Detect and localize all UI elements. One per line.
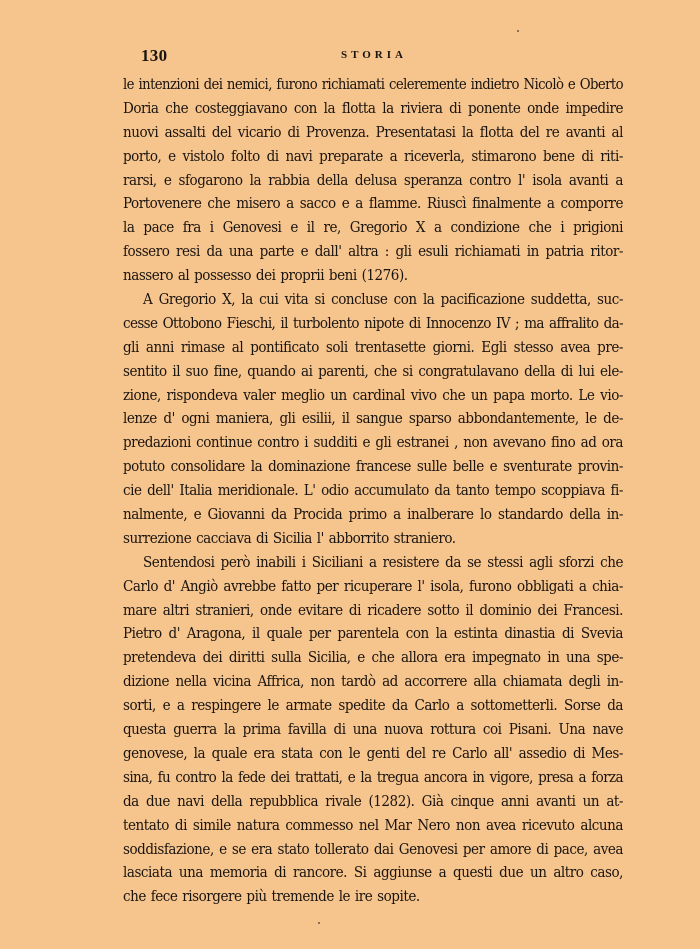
- text-line: dizione nella vicina Affrica, non tardò ad accorrere alla chiamata degli in-: [123, 672, 623, 691]
- text-line: da due navi della repubblica rivale (1282). Già cinque anni avanti un at-: [123, 791, 623, 810]
- text-line: genovese, la quale era stata con le genti del re Carlo all' assedio di Mes-: [123, 743, 623, 762]
- text-line: potuto consolidare la dominazione francese sulle belle e sventurate provin-: [123, 457, 623, 476]
- text-line: cie dell' Italia meridionale. L' odio accumulato da tanto tempo scoppiava fi-: [123, 481, 623, 500]
- text-line: rarsi, e sfogarono la rabbia della delusa speranza contro l' isola avanti a: [123, 170, 623, 189]
- text-line: nalmente, e Giovanni da Procida primo a inalberare lo standardo della in-: [123, 505, 623, 524]
- text-line: mare altri stranieri, onde evitare di ricadere sotto il dominio dei Francesi.: [123, 600, 623, 619]
- text-line: pretendeva dei diritti sulla Sicilia, e che allora era impegnato in una spe-: [123, 648, 623, 667]
- text-line: fossero resi da una parte e dall' altra : gli esuli richiamati in patria ritor-: [123, 242, 623, 261]
- text-line: lenze d' ogni maniera, gli esilii, il sangue sparso abbondantemente, le de-: [123, 409, 623, 428]
- text-line: soddisfazione, e se era stato tollerato dai Genovesi per amore di pace, avea: [123, 839, 623, 858]
- body-text: [123, 73, 623, 909]
- text-line: Carlo d' Angiò avrebbe fatto per ricuperare l' isola, furono obbligati a chia-: [123, 576, 623, 595]
- text-line: cesse Ottobono Fieschi, il turbolento nipote di Innocenzo IV ; ma affralito da-: [123, 313, 623, 332]
- paper-speck: [318, 922, 320, 924]
- text-line: che fece risorgere più tremende le ire sopite.: [123, 887, 420, 906]
- text-line: le intenzioni dei nemici, furono richiamati celeremente indietro Nicolò e Oberto: [123, 75, 624, 93]
- text-line: questa guerra la prima favilla di una nuova rottura coi Pisani. Una nave: [123, 720, 623, 739]
- text-line: zione, rispondeva valer meglio un cardinal vivo che un papa morto. Le vio-: [123, 385, 623, 404]
- text-line: porto, e vistolo folto di navi preparate a riceverla, stimarono bene di riti-: [123, 146, 623, 165]
- text-line: nassero al possesso dei proprii beni (1276).: [123, 266, 408, 285]
- text-line: sorti, e a respingere le armate spedite da Carlo a sottometterli. Sorse da: [123, 696, 623, 715]
- text-line: A Gregorio X, la cui vita si concluse con la pacificazione suddetta, suc-: [143, 290, 623, 309]
- text-line: lasciata una memoria di rancore. Si aggiunse a questi due un altro caso,: [123, 863, 623, 882]
- text-line: Sentendosi però inabili i Siciliani a resistere da se stessi agli sforzi che: [143, 552, 623, 571]
- text-line: la pace fra i Genovesi e il re, Gregorio X a condizione che i prigioni: [123, 218, 623, 237]
- page-header: [141, 46, 621, 70]
- text-line: tentato di simile natura commesso nel Mar Nero non avea ricevuto alcuna: [123, 815, 623, 834]
- paper-speck: [517, 30, 519, 32]
- text-line: surrezione cacciava di Sicilia l' abborrito straniero.: [123, 528, 456, 547]
- text-line: Portovenere che misero a sacco e a flamme. Riuscì finalmente a comporre: [123, 194, 623, 213]
- text-line: sina, fu contro la fede dei trattati, e la tregua ancora in vigore, presa a forza: [123, 767, 623, 786]
- text-line: Pietro d' Aragona, il quale per parentela con la estinta dinastia di Svevia: [123, 624, 623, 643]
- text-line: sentito il suo fine, quando ai parenti, che si congratulavano della di lui ele-: [123, 361, 623, 380]
- text-line: Doria che costeggiavano con la flotta la riviera di ponente onde impedire: [123, 98, 623, 117]
- running-head: STORIA: [341, 49, 407, 61]
- page-number: 130: [141, 46, 168, 65]
- text-line: gli anni rimase al pontificato soli trentasette giorni. Egli stesso avea pre-: [123, 337, 623, 356]
- text-line: predazioni continue contro i sudditi e gli estranei , non avevano fino ad ora: [123, 433, 623, 452]
- text-line: nuovi assalti del vicario di Provenza. Presentatasi la flotta del re avanti al: [123, 122, 623, 141]
